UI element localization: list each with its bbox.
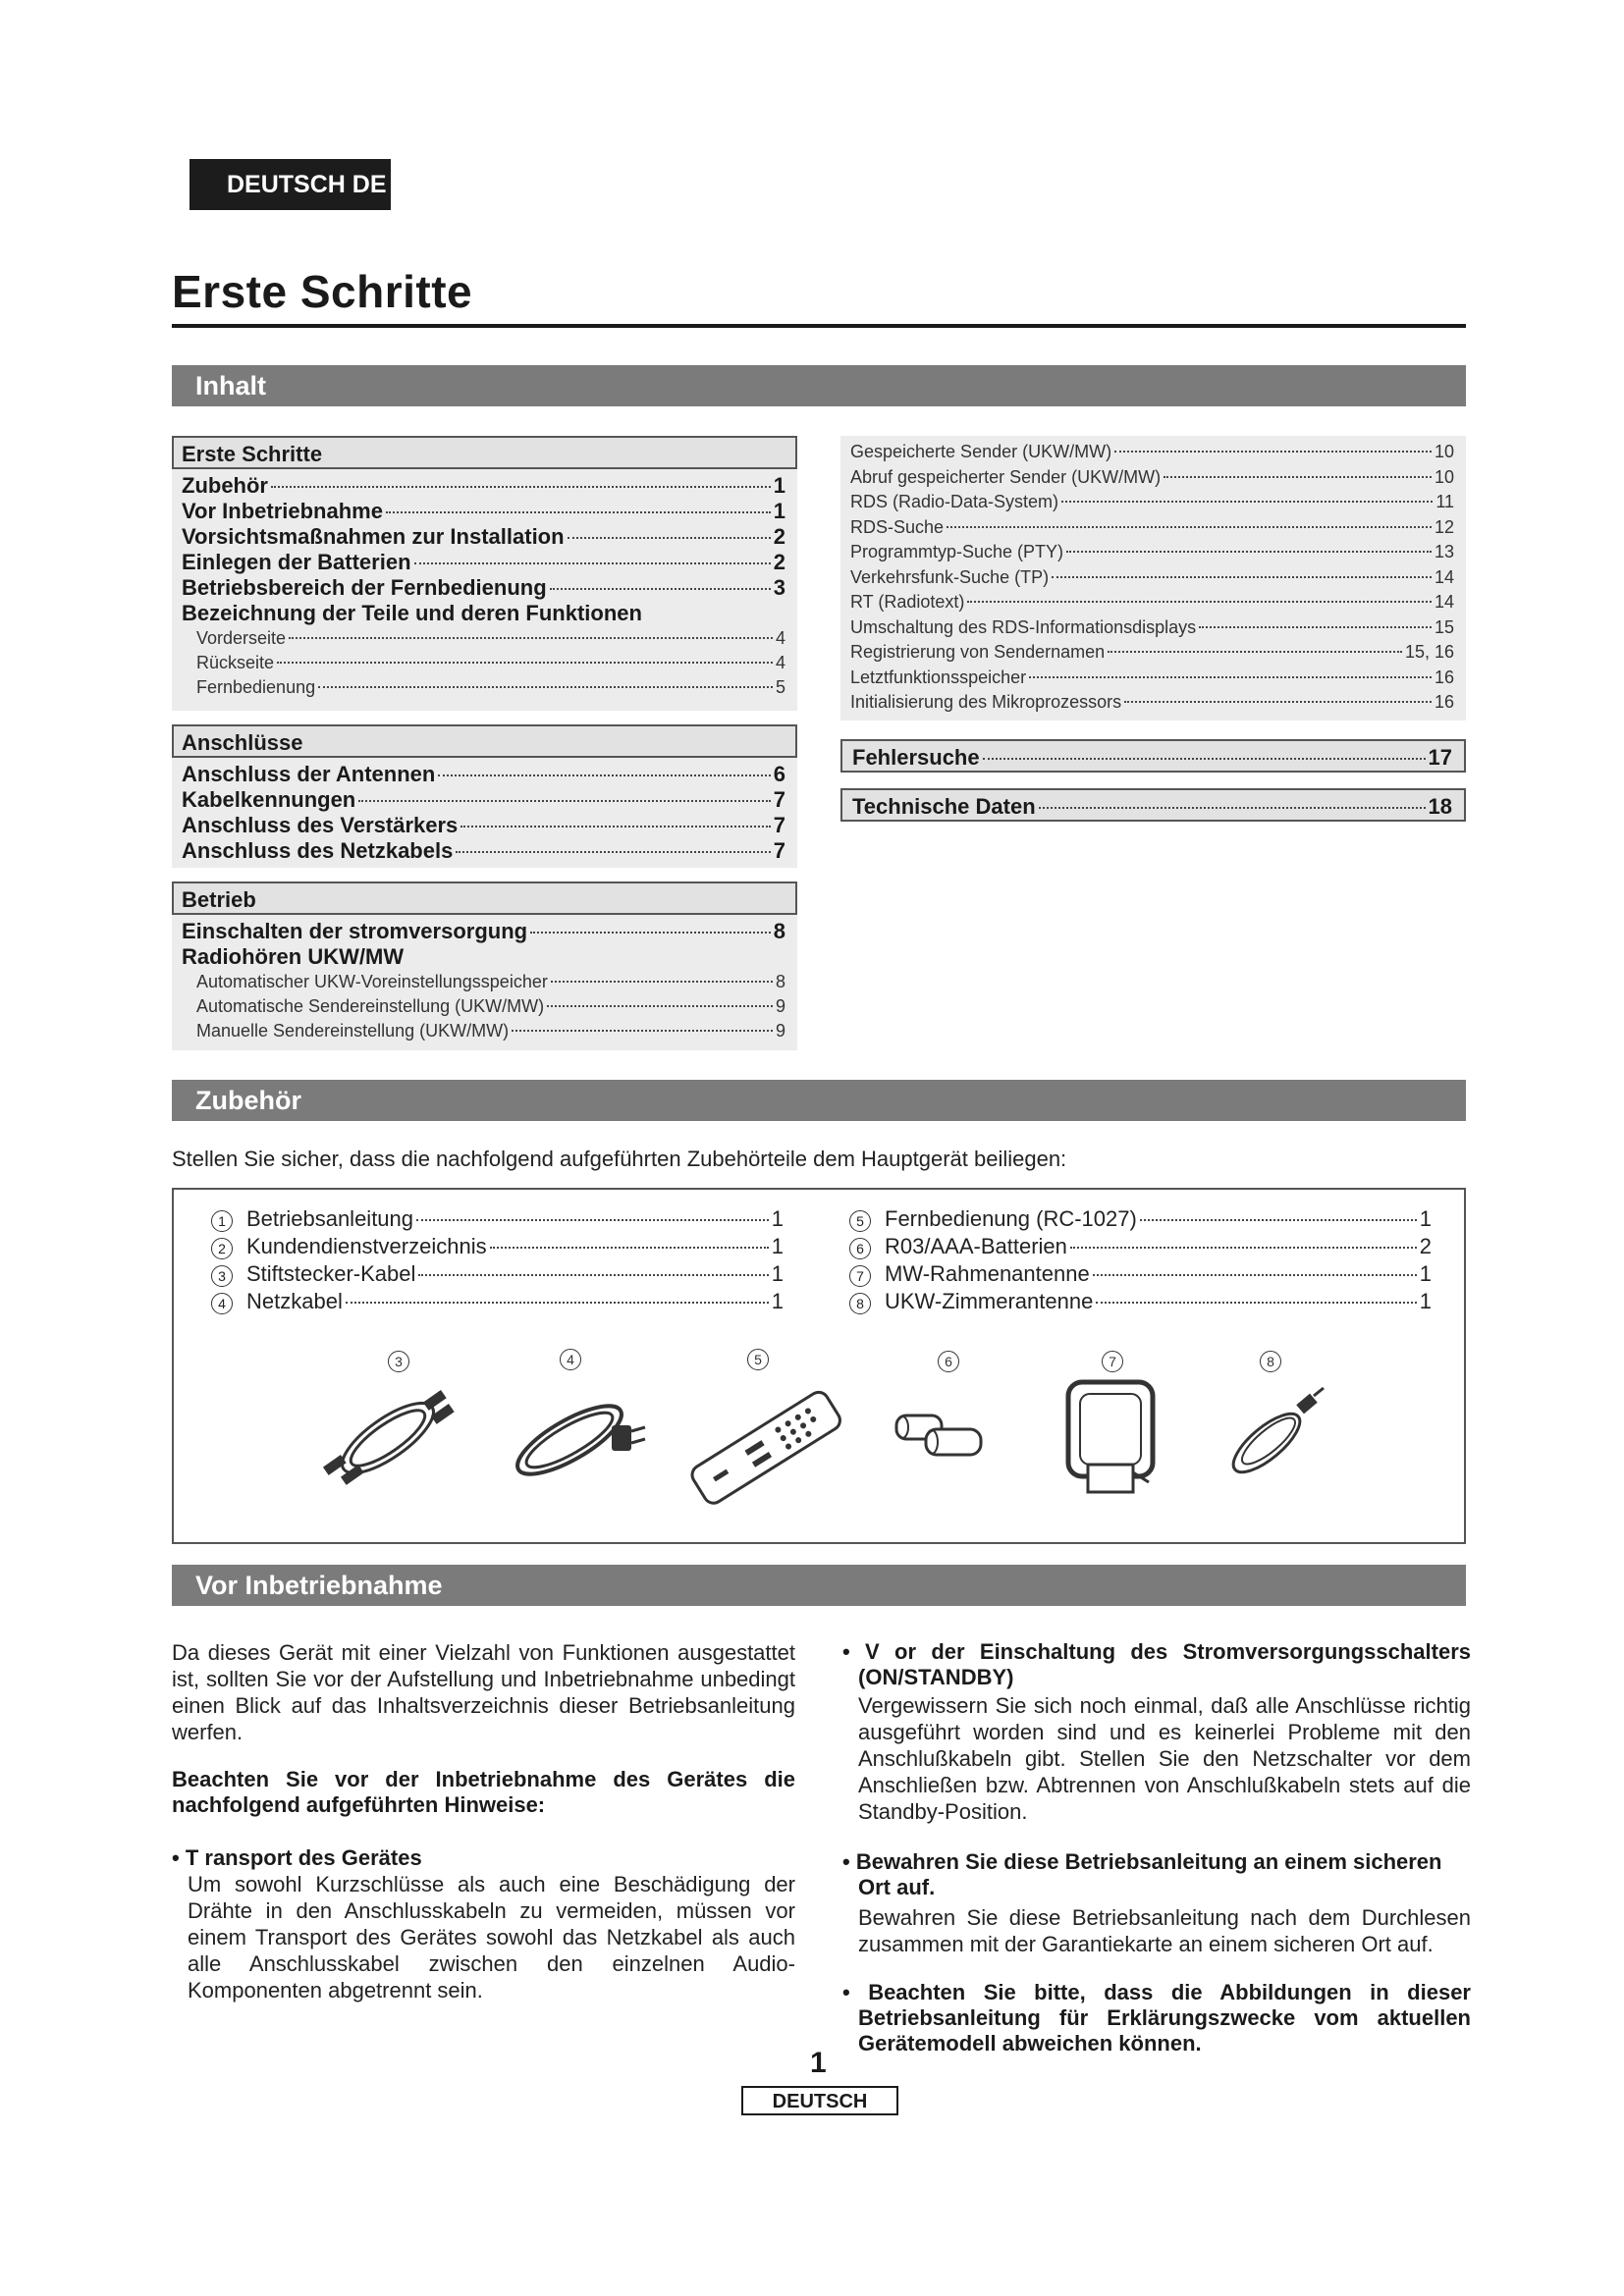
- toc-entry[interactable]: Programmtyp-Suche (PTY) 13: [850, 542, 1454, 561]
- toc-entry-troubleshooting[interactable]: Fehlersuche 17: [840, 739, 1466, 773]
- toc-block-getting-started: [172, 436, 797, 711]
- toc-block-radio: [840, 436, 1466, 721]
- toc-entry[interactable]: RDS (Radio-Data-System) 11: [850, 492, 1454, 511]
- toc-entry[interactable]: Abruf gespeicherter Sender (UKW/MW) 10: [850, 466, 1454, 487]
- illustration-label: 5: [738, 1349, 778, 1371]
- toc-entry[interactable]: RT (Radiotext) 14: [850, 592, 1454, 612]
- toc-entry[interactable]: Anschluss des Verstärkers 7: [182, 813, 785, 837]
- toc-entry[interactable]: Initialisierung des Mikroprozessors 16: [850, 692, 1454, 712]
- toc-list: [172, 915, 797, 1043]
- toc-list: [172, 758, 797, 864]
- toc-heading: Anschlüsse: [172, 724, 797, 758]
- toc-subentry[interactable]: Automatische Sendereinstellung (UKW/MW) 9: [196, 996, 785, 1016]
- bullet-heading: Bewahren Sie diese Betriebsanleitung an einem sicheren Ort auf.: [855, 1849, 1442, 1899]
- illustration-label: 4: [551, 1349, 590, 1371]
- bullet-heading: Beachten Sie bitte, dass die Abbildungen in dieser Betriebsanleitung für Erklärungszwecke vom aktuellen Gerätemodell abweichen können.: [858, 1980, 1471, 2056]
- accessories-list-left: [201, 1205, 795, 1315]
- bullet-keep-manual: • Bewahren Sie diese Betriebsanleitung an einem sicheren Ort auf. Bewahren Sie diese Betriebsanleitung nach dem Durchlesen zusammen mit der Garantiekarte an einem sicheren Ort auf.: [842, 1849, 1471, 1956]
- toc-entry[interactable]: Radiohören UKW/MW: [182, 944, 405, 969]
- bullet-body: Um sowohl Kurzschlüsse als auch eine Beschädigung der Drähte in den Anschlusskabeln zu vermeiden, müssen vor einem Transport des Gerätes sowohl das Netzkabel als auch alle Anschlusskabel zwischen den einzelnen Audio-Komponenten abgetrennt sein.: [188, 1872, 795, 2002]
- page-number: 1: [810, 2047, 827, 2079]
- before-use-intro: Da dieses Gerät mit einer Vielzahl von Funktionen ausgestattet ist, sollten Sie vor der Aufstellung und Inbetriebnahme unbedingt einen Blick auf das Inhaltsverzeichnis dieser Betriebsanleitung werfen.: [172, 1640, 795, 1744]
- toc-block-operation: [172, 881, 797, 1050]
- bullet-transport: • T ransport des Gerätes Um sowohl Kurzschlüsse als auch eine Beschädigung der Drähte in den Anschlusskabeln zu vermeiden, müssen vor einem Transport des Gerätes sowohl das Netzkabel als auch alle Anschlusskabel zwischen den einzelnen Audio-Komponenten abgetrennt sein.: [172, 1845, 795, 2002]
- illustration-label: 3: [379, 1351, 418, 1373]
- bullet-standby: • V or der Einschaltung des Stromversorgungsschalters (ON/STANDBY) Vergewissern Sie sich noch einmal, daß alle Anschlüsse richtig ausgeführt worden sind und es keinerlei Probleme mit den Anschlußkabeln gibt. Stellen Sie den Netzschalter vor dem Anschließen bzw. Abtrennen von Anschlußkabeln stets auf die Standby-Position.: [842, 1639, 1471, 1824]
- bullet-illustrations: • Beachten Sie bitte, dass die Abbildungen in dieser Betriebsanleitung für Erklärungszwecke vom aktuellen Gerätemodell abweichen können.: [842, 1980, 1471, 2056]
- page-title: Erste Schritte: [172, 266, 473, 317]
- power-cord-illustration: [496, 1386, 653, 1489]
- toc-entry[interactable]: Kabelkennungen 7: [182, 787, 785, 812]
- toc-entry[interactable]: Umschaltung des RDS-Informationsdisplays 15: [850, 616, 1454, 637]
- illustration-label: 6: [929, 1351, 968, 1373]
- accessory-item: 7 MW-Rahmenantenne 1: [839, 1260, 1443, 1288]
- toc-entry[interactable]: Anschluss der Antennen 6: [182, 762, 785, 786]
- toc-subentry[interactable]: Manuelle Sendereinstellung (UKW/MW) 9: [196, 1021, 785, 1041]
- toc-entry[interactable]: Gespeicherte Sender (UKW/MW) 10: [850, 442, 1454, 461]
- toc-subentry[interactable]: Fernbedienung 5: [196, 677, 785, 697]
- accessories-list-right: [839, 1205, 1443, 1315]
- toc-list: [172, 469, 797, 700]
- accessory-item: 5 Fernbedienung (RC-1027) 1: [839, 1205, 1443, 1233]
- accessory-item: 6 R03/AAA-Batterien 2: [839, 1233, 1443, 1260]
- footer-language-label: DEUTSCH: [741, 2086, 898, 2115]
- toc-entry[interactable]: Vorsichtsmaßnahmen zur Installation 2: [182, 524, 785, 549]
- toc-entry[interactable]: Bezeichnung der Teile und deren Funktionen: [182, 601, 642, 625]
- toc-entry[interactable]: Betriebsbereich der Fernbedienung 3: [182, 575, 785, 600]
- fm-indoor-antenna-illustration: [1208, 1384, 1335, 1492]
- remote-control-illustration: [677, 1379, 849, 1517]
- toc-entry[interactable]: Registrierung von Sendernamen 15, 16: [850, 642, 1454, 662]
- toc-entry[interactable]: Einschalten der stromversorgung 8: [182, 919, 785, 943]
- toc-entry[interactable]: Einlegen der Batterien 2: [182, 550, 785, 574]
- accessory-item: 2 Kundendienstverzeichnis 1: [201, 1233, 795, 1260]
- toc-entry[interactable]: Anschluss des Netzkabels 7: [182, 838, 785, 863]
- toc-heading: Erste Schritte: [172, 436, 797, 469]
- toc-entry[interactable]: RDS-Suche 12: [850, 516, 1454, 537]
- illustration-label: 7: [1093, 1351, 1132, 1373]
- toc-entry[interactable]: Vor Inbetriebnahme 1: [182, 499, 785, 523]
- pin-plug-cable-illustration: [314, 1384, 461, 1492]
- toc-entry[interactable]: Zubehör 1: [182, 473, 785, 498]
- batteries-illustration: [889, 1404, 992, 1472]
- am-loop-antenna-illustration: [1058, 1374, 1166, 1502]
- bullet-body: Bewahren Sie diese Betriebsanleitung nach dem Durchlesen zusammen mit der Garantiekarte an einem sicheren Ort auf.: [858, 1905, 1471, 1956]
- before-use-notice: Beachten Sie vor der Inbetriebnahme des Gerätes die nachfolgend aufgeführten Hinweise:: [172, 1767, 795, 1817]
- toc-heading: Betrieb: [172, 881, 797, 915]
- language-tab: DEUTSCH DE: [189, 159, 391, 210]
- toc-entry[interactable]: Verkehrsfunk-Suche (TP) 14: [850, 566, 1454, 587]
- toc-subentry[interactable]: Vorderseite 4: [196, 628, 785, 648]
- accessories-intro: Stellen Sie sicher, dass die nachfolgend aufgeführten Zubehörteile dem Hauptgerät beiliegen:: [172, 1147, 1067, 1171]
- bullet-body: Vergewissern Sie sich noch einmal, daß alle Anschlüsse richtig ausgeführt worden sind und es keinerlei Probleme mit den Anschlußkabeln gibt. Stellen Sie den Netzschalter vor dem Anschließen bzw. Abtrennen von Anschlußkabeln stets auf die Standby-Position.: [858, 1693, 1471, 1824]
- toc-block-connections: [172, 724, 797, 868]
- accessory-item: 8 UKW-Zimmerantenne 1: [839, 1288, 1443, 1315]
- accessory-item: 3 Stiftstecker-Kabel 1: [201, 1260, 795, 1288]
- bullet-heading: T ransport des Gerätes: [185, 1845, 422, 1870]
- toc-subentry[interactable]: Rückseite 4: [196, 653, 785, 672]
- title-rule: [172, 324, 1466, 328]
- toc-entry-specifications[interactable]: Technische Daten 18: [840, 788, 1466, 822]
- toc-entry[interactable]: Letztfunktionsspeicher 16: [850, 667, 1454, 687]
- accessory-item: 1 Betriebsanleitung 1: [201, 1205, 795, 1233]
- illustration-label: 8: [1251, 1351, 1290, 1373]
- before-use-bar: Vor Inbetriebnahme: [172, 1565, 1466, 1606]
- accessories-bar: Zubehör: [172, 1080, 1466, 1121]
- bullet-heading: V or der Einschaltung des Stromversorgungsschalters (ON/STANDBY): [858, 1639, 1471, 1689]
- contents-bar: Inhalt: [172, 365, 1466, 406]
- accessory-item: 4 Netzkabel 1: [201, 1288, 795, 1315]
- toc-subentry[interactable]: Automatischer UKW-Voreinstellungsspeicher 8: [196, 972, 785, 991]
